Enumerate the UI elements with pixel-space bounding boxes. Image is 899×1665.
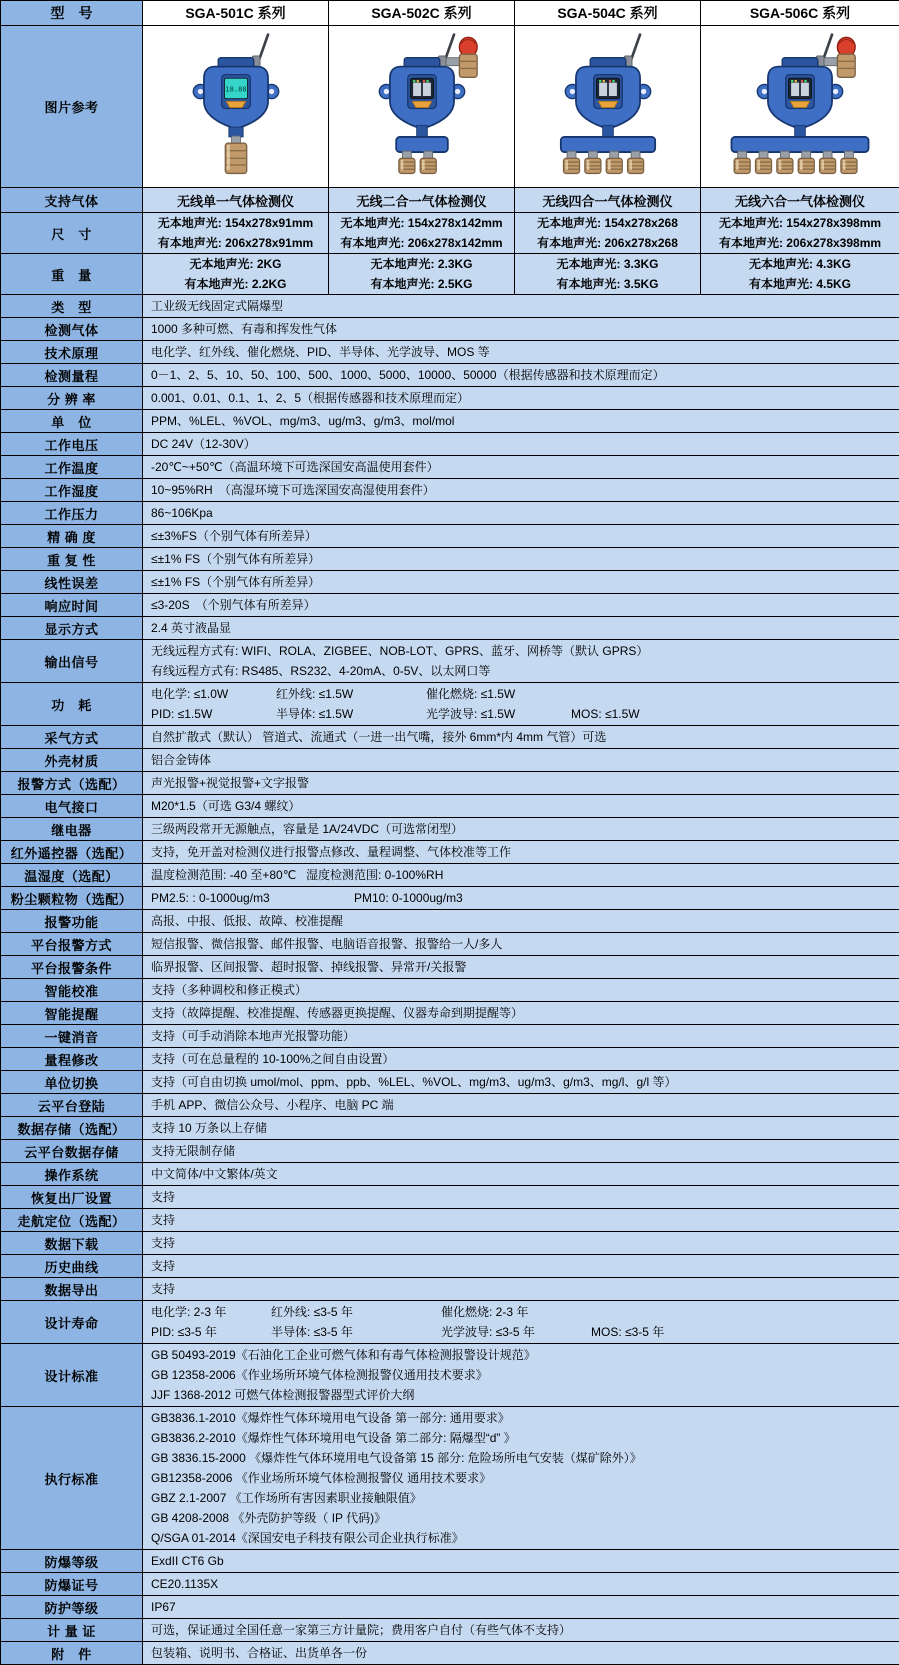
image-reference-row: [1, 26, 899, 188]
spec-row-7: [1, 456, 899, 479]
spec-label: 防爆证号: [1, 1573, 143, 1596]
spec-label: 分 辨 率: [1, 387, 143, 410]
header-model-sga-501c: SGA-501C 系列: [143, 1, 329, 26]
value-line: 有本地声光: 206x278x398mm: [701, 233, 899, 253]
header-model-sga-502c: SGA-502C 系列: [329, 1, 515, 26]
spec-label: 继电器: [1, 818, 143, 841]
value-line: GB 3836.15-2000 《爆炸性气体环境用电气设备第 15 部分: 危险场所电气安装（煤矿除外）》: [151, 1448, 895, 1468]
value-line: 有本地声光: 206x278x268: [515, 233, 700, 253]
value-line: 短信报警、微信报警、邮件报警、电脑语音报警、报警给一人/多人: [151, 934, 895, 954]
value-line: GB3836.1-2010《爆炸性气体环境用电气设备 第一部分: 通用要求》: [151, 1408, 895, 1428]
spec-row-item-0: [1, 188, 899, 213]
value-line: 声光报警+视觉报警+文字报警: [151, 773, 895, 793]
spec-label: 执行标准: [1, 1407, 143, 1550]
spec-value: [143, 1550, 899, 1573]
spec-row-45: [1, 1550, 899, 1573]
spec-row-40: [1, 1255, 899, 1278]
value-line: Q/SGA 01-2014《深国安电子科技有限公司企业执行标准》: [151, 1528, 895, 1548]
value-line: [151, 1302, 895, 1322]
spec-row-2: [1, 341, 899, 364]
spec-value: [143, 1163, 899, 1186]
spec-value: [143, 525, 899, 548]
spec-row-46: [1, 1573, 899, 1596]
value-line: ≤±3%FS（个别气体有所差异）: [151, 526, 895, 546]
value-segment: PM2.5: : 0-1000ug/m3: [151, 888, 354, 908]
spec-label: 电气接口: [1, 795, 143, 818]
spec-label: 线性误差: [1, 571, 143, 594]
spec-value-cell: [329, 213, 515, 254]
spec-row-29: [1, 1002, 899, 1025]
spec-value: [143, 979, 899, 1002]
product-image-sga-502c: [329, 26, 515, 188]
spec-label: 重 复 性: [1, 548, 143, 571]
spec-row-5: [1, 410, 899, 433]
spec-label: 报警功能: [1, 910, 143, 933]
spec-value: [143, 1642, 899, 1665]
spec-label: 量程修改: [1, 1048, 143, 1071]
value-line: 包装箱、说明书、合格证、出货单各一份: [151, 1643, 895, 1663]
spec-row-47: [1, 1596, 899, 1619]
detector-illustration-sga-506c: [711, 169, 889, 186]
spec-label: 类 型: [1, 295, 143, 318]
value-line: 10~95%RH （高湿环境下可选深国安高湿使用套件）: [151, 480, 895, 500]
spec-row-26: [1, 933, 899, 956]
spec-value: [143, 617, 899, 640]
value-line: 无线六合一气体检测仪: [701, 191, 899, 210]
spec-label: 响应时间: [1, 594, 143, 617]
value-segment: MOS: ≤1.5W: [571, 704, 640, 724]
value-segment: MOS: ≤3-5 年: [591, 1322, 664, 1342]
product-image-sga-501c: [143, 26, 329, 188]
value-line: 铝合金铸体: [151, 750, 895, 770]
value-line: 0－1、2、5、10、50、100、500、1000、5000、10000、50000（根据传感器和技术原理而定）: [151, 365, 895, 385]
value-line: 支持，免开盖对检测仪进行报警点修改、量程调整、气体校准等工作: [151, 842, 895, 862]
spec-value: [143, 910, 899, 933]
value-segment: 光学波导: ≤3-5 年: [441, 1322, 591, 1342]
value-line: ≤±1% FS（个别气体有所差异）: [151, 549, 895, 569]
spec-value: [143, 772, 899, 795]
spec-value: [143, 1025, 899, 1048]
spec-label: 防爆等级: [1, 1550, 143, 1573]
spec-value: [143, 1255, 899, 1278]
value-line: ExdII CT6 Gb: [151, 1551, 895, 1571]
value-line: ≤3-20S （个别气体有所差异）: [151, 595, 895, 615]
value-line: GB 50493-2019《石油化工企业可燃气体和有毒气体检测报警设计规范》: [151, 1345, 895, 1365]
value-line: 支持 10 万条以上存储: [151, 1118, 895, 1138]
value-line: 自然扩散式（默认） 管道式、流通式（一进一出气嘴，接外 6mm*内 4mm 气管）可选: [151, 727, 895, 747]
spec-value: [143, 571, 899, 594]
spec-value: [143, 456, 899, 479]
value-line: 2.4 英寸液晶显: [151, 618, 895, 638]
spec-value: [143, 295, 899, 318]
spec-label: 技术原理: [1, 341, 143, 364]
spec-value: [143, 640, 899, 683]
value-line: 86~106Kpa: [151, 503, 895, 523]
model-header-row: [1, 1, 899, 26]
spec-label: 采气方式: [1, 726, 143, 749]
spec-row-37: [1, 1186, 899, 1209]
spec-value-cell: [515, 188, 701, 213]
spec-row-28: [1, 979, 899, 1002]
spec-row-17: [1, 726, 899, 749]
spec-value: [143, 1278, 899, 1301]
spec-label: 外壳材质: [1, 749, 143, 772]
spec-value: [143, 594, 899, 617]
value-line: 支持（可自由切换 umol/mol、ppm、ppb、%LEL、%VOL、mg/m3、ug/m3、g/m3、mg/l、g/l 等）: [151, 1072, 895, 1092]
spec-value: [143, 341, 899, 364]
spec-row-48: [1, 1619, 899, 1642]
spec-label: 单位切换: [1, 1071, 143, 1094]
value-line: [151, 684, 895, 704]
image-row-label: 图片参考: [1, 26, 143, 188]
spec-row-18: [1, 749, 899, 772]
value-line: 有本地声光: 2.5KG: [329, 274, 514, 294]
spec-value-cell: [515, 254, 701, 295]
spec-label: 工作湿度: [1, 479, 143, 502]
spec-row-42: [1, 1301, 899, 1344]
detector-illustration-sga-501c: [147, 169, 325, 186]
spec-row-13: [1, 594, 899, 617]
value-line: 无线四合一气体检测仪: [515, 191, 700, 210]
spec-value: [143, 1140, 899, 1163]
spec-row-3: [1, 364, 899, 387]
value-line: [151, 888, 895, 908]
value-line: 无线二合一气体检测仪: [329, 191, 514, 210]
spec-row-10: [1, 525, 899, 548]
spec-row-21: [1, 818, 899, 841]
spec-row-24: [1, 887, 899, 910]
spec-value: [143, 1002, 899, 1025]
spec-value: [143, 387, 899, 410]
spec-row-19: [1, 772, 899, 795]
spec-row-14: [1, 617, 899, 640]
value-line: 支持: [151, 1187, 895, 1207]
value-line: 无本地声光: 154x278x268: [515, 213, 700, 233]
header-model-sga-504c: SGA-504C 系列: [515, 1, 701, 26]
value-line: 支持无限制存储: [151, 1141, 895, 1161]
spec-label: 防护等级: [1, 1596, 143, 1619]
value-line: PPM、%LEL、%VOL、mg/m3、ug/m3、g/m3、mol/mol: [151, 411, 895, 431]
value-line: 无线远程方式有: WIFI、ROLA、ZIGBEE、NOB-LOT、GPRS、蓝牙、网桥等（默认 GPRS）: [151, 641, 895, 661]
value-line: 支持（可在总量程的 10-100%之间自由设置）: [151, 1049, 895, 1069]
value-line: 无线单一气体检测仪: [143, 191, 328, 210]
spec-label: 检测量程: [1, 364, 143, 387]
spec-label: 工作压力: [1, 502, 143, 525]
value-line: [151, 865, 895, 885]
value-line: 支持: [151, 1210, 895, 1230]
spec-value: [143, 1186, 899, 1209]
spec-value: [143, 1619, 899, 1642]
spec-value-cell: [701, 188, 899, 213]
spec-label: 单 位: [1, 410, 143, 433]
value-line: JJF 1368-2012 可燃气体检测报警器型式评价大纲: [151, 1385, 895, 1405]
value-line: [151, 1322, 895, 1342]
spec-label: 数据导出: [1, 1278, 143, 1301]
svg-text:18.88: 18.88: [225, 85, 246, 94]
value-line: 有本地声光: 2.2KG: [143, 274, 328, 294]
value-line: 支持（故障提醒、校准提醒、传感器更换提醒、仪器寿命到期提醒等）: [151, 1003, 895, 1023]
spec-value: [143, 818, 899, 841]
spec-label: 云平台数据存储: [1, 1140, 143, 1163]
spec-row-32: [1, 1071, 899, 1094]
value-line: 工业级无线固定式隔爆型: [151, 296, 895, 316]
spec-label: 检测气体: [1, 318, 143, 341]
spec-value: [143, 364, 899, 387]
value-segment: 电化学: 2-3 年: [151, 1302, 271, 1322]
value-line: GBZ 2.1-2007 《工作场所有害因素职业接触限值》: [151, 1488, 895, 1508]
value-line: 无本地声光: 2.3KG: [329, 254, 514, 274]
spec-label: 功 耗: [1, 683, 143, 726]
spec-value: [143, 1094, 899, 1117]
spec-value-cell: [329, 188, 515, 213]
spec-value: [143, 548, 899, 571]
spec-row-35: [1, 1140, 899, 1163]
spec-row-6: [1, 433, 899, 456]
spec-row-8: [1, 479, 899, 502]
value-line: 手机 APP、微信公众号、小程序、电脑 PC 端: [151, 1095, 895, 1115]
spec-label: 智能提醒: [1, 1002, 143, 1025]
spec-row-41: [1, 1278, 899, 1301]
spec-value: [143, 864, 899, 887]
value-line: CE20.1135X: [151, 1574, 895, 1594]
spec-value-cell: [701, 254, 899, 295]
spec-value: [143, 933, 899, 956]
spec-row-item-2: [1, 254, 899, 295]
header-model-label: 型 号: [1, 1, 143, 26]
spec-value: [143, 1407, 899, 1550]
value-line: DC 24V（12-30V）: [151, 434, 895, 454]
spec-label: 计 量 证: [1, 1619, 143, 1642]
value-line: 1000 多种可燃、有毒和挥发性气体: [151, 319, 895, 339]
value-line: 支持: [151, 1233, 895, 1253]
spec-value-cell: [143, 188, 329, 213]
product-image-sga-504c: [515, 26, 701, 188]
value-segment: PID: ≤3-5 年: [151, 1322, 271, 1342]
spec-row-9: [1, 502, 899, 525]
spec-label: 粉尘颗粒物（选配）: [1, 887, 143, 910]
value-line: [151, 704, 895, 724]
value-segment: 红外线: ≤3-5 年: [271, 1302, 441, 1322]
spec-value: [143, 1596, 899, 1619]
spec-row-1: [1, 318, 899, 341]
spec-label: 报警方式（选配）: [1, 772, 143, 795]
spec-row-27: [1, 956, 899, 979]
value-line: 电化学、红外线、催化燃烧、PID、半导体、光学波导、MOS 等: [151, 342, 895, 362]
spec-label: 走航定位（选配）: [1, 1209, 143, 1232]
spec-value: [143, 887, 899, 910]
value-line: 无本地声光: 4.3KG: [701, 254, 899, 274]
spec-label: 温湿度（选配）: [1, 864, 143, 887]
value-line: IP67: [151, 1597, 895, 1617]
spec-row-44: [1, 1407, 899, 1550]
spec-value: [143, 318, 899, 341]
spec-value: [143, 1301, 899, 1344]
value-segment: 湿度检测范围: 0-100%RH: [306, 865, 443, 885]
spec-label: 显示方式: [1, 617, 143, 640]
spec-row-item-1: [1, 213, 899, 254]
value-line: 支持: [151, 1256, 895, 1276]
value-line: GB3836.2-2010《爆炸性气体环境用电气设备 第二部分: 隔爆型“d” 》: [151, 1428, 895, 1448]
header-model-sga-506c: SGA-506C 系列: [701, 1, 899, 26]
spec-value: [143, 956, 899, 979]
spec-value: [143, 502, 899, 525]
spec-label: 工作电压: [1, 433, 143, 456]
spec-label: 云平台登陆: [1, 1094, 143, 1117]
spec-row-39: [1, 1232, 899, 1255]
spec-value-cell: [515, 213, 701, 254]
value-line: 无本地声光: 154x278x91mm: [143, 213, 328, 233]
product-image-sga-506c: [701, 26, 899, 188]
value-line: 无本地声光: 3.3KG: [515, 254, 700, 274]
spec-row-43: [1, 1344, 899, 1407]
spec-label: 输出信号: [1, 640, 143, 683]
spec-value: [143, 749, 899, 772]
value-segment: 红外线: ≤1.5W: [276, 684, 426, 704]
spec-label: 红外遥控器（选配）: [1, 841, 143, 864]
spec-value: [143, 683, 899, 726]
spec-label: 工作温度: [1, 456, 143, 479]
spec-label: 重 量: [1, 254, 143, 295]
spec-value-cell: [143, 213, 329, 254]
spec-row-11: [1, 548, 899, 571]
value-line: GB12358-2006 《作业场所环境气体检测报警仪 通用技术要求》: [151, 1468, 895, 1488]
spec-value: [143, 1344, 899, 1407]
value-line: 有本地声光: 206x278x142mm: [329, 233, 514, 253]
spec-label: 恢复出厂设置: [1, 1186, 143, 1209]
spec-row-36: [1, 1163, 899, 1186]
spec-row-4: [1, 387, 899, 410]
spec-row-25: [1, 910, 899, 933]
spec-row-49: [1, 1642, 899, 1665]
value-segment: 半导体: ≤1.5W: [276, 704, 426, 724]
spec-row-16: [1, 683, 899, 726]
value-line: -20℃~+50℃（高温环境下可选深国安高温使用套件）: [151, 457, 895, 477]
value-line: 可选，保证通过全国任意一家第三方计量院；费用客户自付（有些气体不支持）: [151, 1620, 895, 1640]
spec-row-15: [1, 640, 899, 683]
spec-value-cell: [329, 254, 515, 295]
spec-value: [143, 1048, 899, 1071]
spec-row-0: [1, 295, 899, 318]
spec-row-30: [1, 1025, 899, 1048]
spec-label: 精 确 度: [1, 525, 143, 548]
value-line: 中文简体/中文繁体/英文: [151, 1164, 895, 1184]
value-line: 有本地声光: 206x278x91mm: [143, 233, 328, 253]
value-line: 无本地声光: 2KG: [143, 254, 328, 274]
value-segment: PID: ≤1.5W: [151, 704, 276, 724]
spec-label: 支持气体: [1, 188, 143, 213]
spec-label: 操作系统: [1, 1163, 143, 1186]
value-line: 三级两段常开无源触点，容量是 1A/24VDC（可选常闭型）: [151, 819, 895, 839]
spec-row-33: [1, 1094, 899, 1117]
spec-label: 设计标准: [1, 1344, 143, 1407]
value-line: 无本地声光: 154x278x142mm: [329, 213, 514, 233]
spec-value: [143, 1209, 899, 1232]
spec-label: 尺 寸: [1, 213, 143, 254]
value-line: 0.001、0.01、0.1、1、2、5（根据传感器和技术原理而定）: [151, 388, 895, 408]
value-segment: PM10: 0-1000ug/m3: [354, 888, 463, 908]
value-line: 无本地声光: 154x278x398mm: [701, 213, 899, 233]
spec-label: 数据下载: [1, 1232, 143, 1255]
spec-value: [143, 479, 899, 502]
spec-label: 一键消音: [1, 1025, 143, 1048]
value-segment: 催化燃烧: 2-3 年: [441, 1302, 591, 1322]
spec-value: [143, 795, 899, 818]
spec-label: 历史曲线: [1, 1255, 143, 1278]
value-line: 支持（可手动消除本地声光报警功能）: [151, 1026, 895, 1046]
detector-illustration-sga-502c: [333, 169, 511, 186]
value-segment: 电化学: ≤1.0W: [151, 684, 276, 704]
value-line: 高报、中报、低报、故障、校准提醒: [151, 911, 895, 931]
value-line: M20*1.5（可选 G3/4 螺纹）: [151, 796, 895, 816]
spec-label: 设计寿命: [1, 1301, 143, 1344]
value-segment: 催化燃烧: ≤1.5W: [426, 684, 571, 704]
spec-value-cell: [143, 254, 329, 295]
spec-value: [143, 1071, 899, 1094]
spec-label: 附 件: [1, 1642, 143, 1665]
spec-row-31: [1, 1048, 899, 1071]
spec-row-23: [1, 864, 899, 887]
spec-label: 智能校准: [1, 979, 143, 1002]
spec-row-38: [1, 1209, 899, 1232]
spec-value: [143, 1573, 899, 1596]
spec-label: 平台报警方式: [1, 933, 143, 956]
spec-value-cell: [701, 213, 899, 254]
spec-row-22: [1, 841, 899, 864]
spec-row-34: [1, 1117, 899, 1140]
spec-value: [143, 410, 899, 433]
value-line: 有本地声光: 3.5KG: [515, 274, 700, 294]
value-segment: 光学波导: ≤1.5W: [426, 704, 571, 724]
value-line: 支持: [151, 1279, 895, 1299]
spec-row-12: [1, 571, 899, 594]
value-segment: 温度检测范围: -40 至+80℃: [151, 865, 306, 885]
spec-value: [143, 726, 899, 749]
value-line: 有线远程方式有: RS485、RS232、4-20mA、0-5V、以太网口等: [151, 661, 895, 681]
spec-label: 平台报警条件: [1, 956, 143, 979]
spec-label: 数据存储（选配）: [1, 1117, 143, 1140]
value-line: GB 12358-2006《作业场所环境气体检测报警仪通用技术要求》: [151, 1365, 895, 1385]
spec-value: [143, 841, 899, 864]
detector-illustration-sga-504c: [519, 169, 697, 186]
value-line: GB 4208-2008 《外壳防护等级（ IP 代码)》: [151, 1508, 895, 1528]
value-line: 临界报警、区间报警、超时报警、掉线报警、异常开/关报警: [151, 957, 895, 977]
spec-value: [143, 433, 899, 456]
value-line: 有本地声光: 4.5KG: [701, 274, 899, 294]
spec-row-20: [1, 795, 899, 818]
value-line: ≤±1% FS（个别气体有所差异）: [151, 572, 895, 592]
value-line: 支持（多种调校和修正模式）: [151, 980, 895, 1000]
value-segment: 半导体: ≤3-5 年: [271, 1322, 441, 1342]
spec-value: [143, 1232, 899, 1255]
spec-value: [143, 1117, 899, 1140]
